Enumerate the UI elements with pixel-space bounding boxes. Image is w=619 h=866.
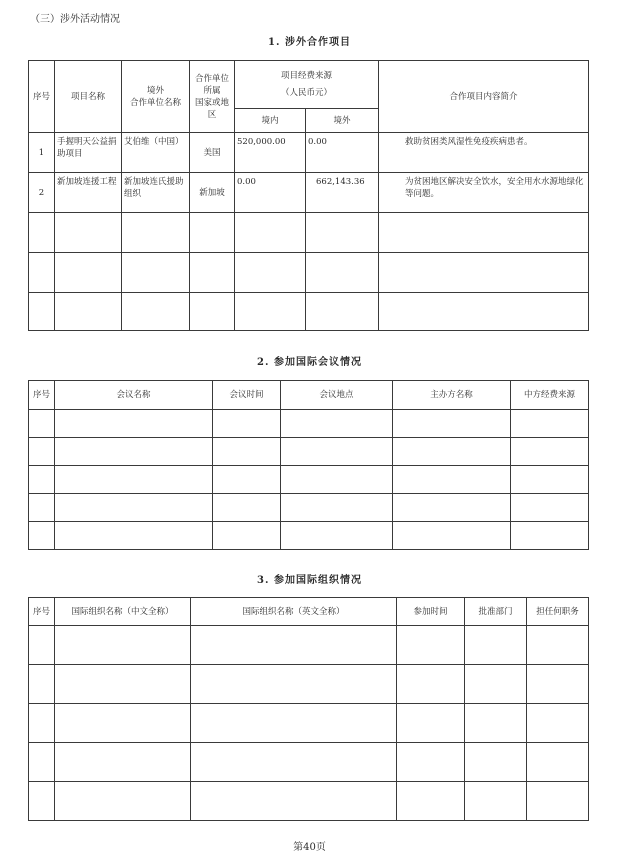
header-project-name: 项目名称 (55, 61, 122, 133)
row-foreign: 662,143.36 (306, 173, 379, 213)
header-approval-dept: 批准部门 (465, 598, 527, 626)
table3-title: 3. 参加国际组织情况 (257, 575, 362, 586)
table-row (29, 704, 589, 743)
table-row (29, 466, 589, 494)
header-org-name-cn: 国际组织名称（中文全称） (55, 598, 191, 626)
header-org-name-en: 国际组织名称（英文全称） (191, 598, 397, 626)
header-join-time: 参加时间 (397, 598, 465, 626)
table-row (29, 438, 589, 466)
table-row (29, 213, 589, 253)
row-domestic: 0.00 (235, 173, 306, 213)
table-row (29, 494, 589, 522)
header-no: 序号 (29, 598, 55, 626)
header-no: 序号 (29, 381, 55, 410)
header-description: 合作项目内容简介 (379, 61, 589, 133)
header-role: 担任何职务 (527, 598, 589, 626)
table-row (29, 253, 589, 293)
cooperation-projects-table (28, 60, 589, 331)
row-no: 1 (29, 133, 55, 173)
row-partner: 艾伯维（中国） (122, 133, 190, 173)
header-funding-source: 中方经费来源 (511, 381, 589, 410)
row-project-name: 新加坡连援工程 (55, 173, 122, 213)
header-conference-name: 会议名称 (55, 381, 213, 410)
section-heading: （三）涉外活动情况 (30, 14, 120, 25)
table-row (29, 410, 589, 438)
header-funding: 项目经费来源 （人民币元） (235, 61, 379, 109)
row-domestic: 520,000.00 (235, 133, 306, 173)
row-description: 救助贫困类风湿性免疫疾病患者。 (379, 133, 589, 173)
row-country: 新加坡 (190, 173, 235, 213)
table-row (29, 665, 589, 704)
header-partner: 境外 合作单位名称 (122, 61, 190, 133)
header-foreign: 境外 (306, 109, 379, 133)
row-project-name: 手握明天公益捐助项目 (55, 133, 122, 173)
row-no: 2 (29, 173, 55, 213)
header-host: 主办方名称 (393, 381, 511, 410)
table-row (29, 133, 589, 173)
table-row (29, 173, 589, 213)
row-foreign: 0.00 (306, 133, 379, 173)
header-conference-place: 会议地点 (281, 381, 393, 410)
header-country: 合作单位 所属 国家或地 区 (190, 61, 235, 133)
page-number: 第40页 (293, 842, 326, 853)
row-partner: 新加坡连氏援助组织 (122, 173, 190, 213)
header-domestic: 境内 (235, 109, 306, 133)
header-conference-time: 会议时间 (213, 381, 281, 410)
table-row (29, 626, 589, 665)
conferences-table (28, 380, 589, 550)
international-orgs-table (28, 597, 589, 821)
table1-title: 1. 涉外合作项目 (268, 37, 351, 48)
header-no: 序号 (29, 61, 55, 133)
table-row (29, 522, 589, 550)
table-row (29, 743, 589, 782)
table2-title: 2. 参加国际会议情况 (257, 357, 362, 368)
row-description: 为贫困地区解决安全饮水，安全用水水源地绿化等问题。 (379, 173, 589, 213)
row-country: 美国 (190, 133, 235, 173)
table-row (29, 293, 589, 331)
table-row (29, 782, 589, 821)
